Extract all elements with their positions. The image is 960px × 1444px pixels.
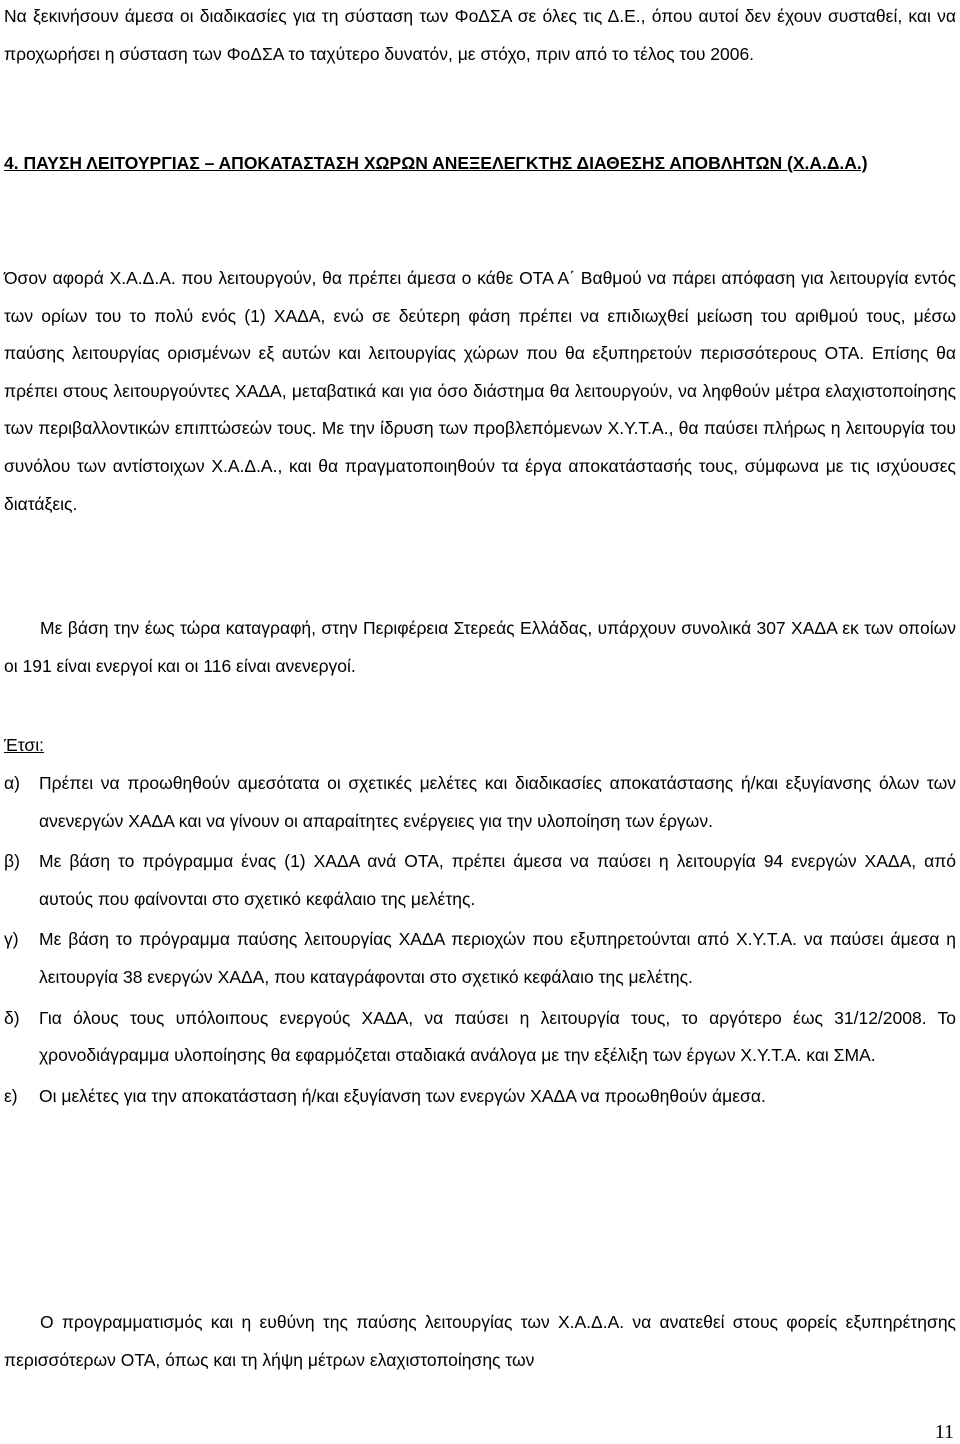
- list-item-text: Οι μελέτες για την αποκατάσταση ή/και εξυγίανση των ενεργών ΧΑΔΑ να προωθηθούν άμεσα.: [39, 1085, 766, 1106]
- list-item: [4, 843, 956, 918]
- paragraph-xada-operation: Όσον αφορά Χ.Α.Δ.Α. που λειτουργούν, θα πρέπει άμεσα ο κάθε ΟΤΑ Α΄ Βαθμού να πάρει απόφαση για λειτουργία εντός των ορίων του το πολύ ενός (1) ΧΑΔΑ, ενώ σε δεύτερη φάση πρέπει να επιδιωχθεί μείωση του αριθμού τους, μέσω παύσης λειτουργίας ορισμένων εξ αυτών και λειτουργίας χώρων που θα εξυπηρετούν περισσότερους ΟΤΑ. Επίσης θα πρέπει στους λειτουργούντες ΧΑΔΑ, μεταβατικά και για όσο διάστημα θα λειτουργούν, να ληφθούν μέτρα ελαχιστοποίησης των περιβαλλοντικών επιπτώσεών τους. Με την ίδρυση των προβλεπόμενων Χ.Υ.Τ.Α., θα παύσει πλήρως η λειτουργία του συνόλου των αντίστοιχων Χ.Α.Δ.Α., και θα πραγματοποιηθούν τα έργα αποκατάστασής τους, σύμφωνα με τις ισχύουσες διατάξεις.: [4, 268, 956, 514]
- paragraph-registration: Με βάση την έως τώρα καταγραφή, στην Περιφέρεια Στερεάς Ελλάδας, υπάρχουν συνολικά 307 ΧΑΔΑ εκ των οποίων οι 191 είναι ενεργοί και οι 116 είναι ανενεργοί.: [4, 618, 956, 676]
- list-marker: α): [4, 773, 20, 793]
- list-item: [4, 1078, 956, 1116]
- paragraph-planning: Ο προγραμματισμός και η ευθύνη της παύσης λειτουργίας των Χ.Α.Δ.Α. να ανατεθεί στους φορείς εξυπηρέτησης περισσότερων ΟΤΑ, όπως και τη λήψη μέτρων ελαχιστοποίησης των: [4, 1312, 956, 1370]
- list-item: [4, 765, 956, 840]
- list-item: [4, 921, 956, 996]
- intro-paragraph: Να ξεκινήσουν άμεσα οι διαδικασίες για τη σύσταση των ΦοΔΣΑ σε όλες τις Δ.Ε., όπου αυτοί δεν έχουν συσταθεί, και να προχωρήσει η σύσταση των ΦοΔΣΑ το ταχύτερο δυνατόν, με στόχο, πριν από το τέλος του 2006.: [4, 6, 956, 64]
- list-marker: γ): [4, 929, 19, 950]
- section-heading: 4. ΠΑΥΣΗ ΛΕΙΤΟΥΡΓΙΑΣ – ΑΠΟΚΑΤΑΣΤΑΣΗ ΧΩΡΩΝ ΑΝΕΞΕΛΕΓΚΤΗΣ ΔΙΑΘΕΣΗΣ ΑΠΟΒΛΗΤΩΝ (Χ.Α.Δ.Α.): [4, 153, 868, 173]
- list-item-text: Για όλους τους υπόλοιπους ενεργούς ΧΑΔΑ, να παύσει η λειτουργία τους, το αργότερο έως 31/12/2008. Το χρονοδιάγραμμα υλοποίησης θα εφαρμόζεται σταδιακά ανάλογα με την εξέλιξη των έργων Χ.Υ.Τ.Α. και ΣΜΑ.: [39, 1007, 956, 1066]
- etsi-label: Έτσι:: [4, 735, 44, 755]
- list-item-text: Με βάση το πρόγραμμα ένας (1) ΧΑΔΑ ανά ΟΤΑ, πρέπει άμεσα να παύσει η λειτουργία 94 ενεργών ΧΑΔΑ, από αυτούς που φαίνονται στο σχετικό κεφάλαιο της μελέτης.: [39, 851, 956, 909]
- list-item-text: Με βάση το πρόγραμμα παύσης λειτουργίας ΧΑΔΑ περιοχών που εξυπηρετούνται από Χ.Υ.Τ.Α. να παύσει άμεσα η λειτουργία 38 ενεργών ΧΑΔΑ, που καταγράφονται στο σχετικό κεφάλαιο της μελέτης.: [39, 929, 956, 987]
- page-number: 11: [934, 1421, 954, 1443]
- list-marker: β): [4, 851, 20, 872]
- list-item: [4, 1000, 956, 1075]
- list-item-text: Πρέπει να προωθηθούν αμεσότατα οι σχετικές μελέτες και διαδικασίες αποκατάστασης ή/και εξυγίανσης όλων των ανενεργών ΧΑΔΑ και να γίνουν οι απαραίτητες ενέργειες για την υλοποίηση των έργων.: [39, 773, 956, 831]
- list-marker: δ): [4, 1007, 20, 1028]
- measures-list: [4, 765, 956, 1115]
- list-marker: ε): [4, 1085, 18, 1106]
